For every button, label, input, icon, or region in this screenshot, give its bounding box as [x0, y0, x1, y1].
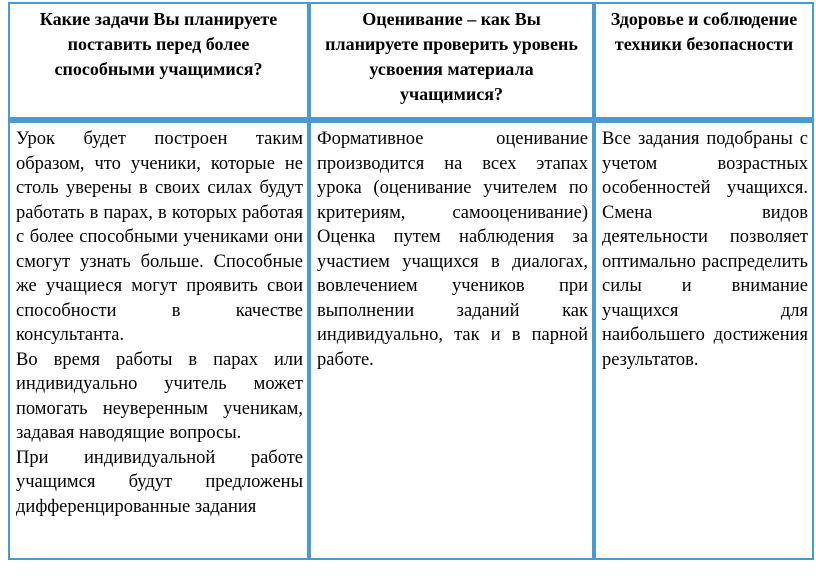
header-cell-tasks [8, 2, 309, 120]
tasks-paragraph-2: Во время работы в парах или индивидуально учитель может помогать неуверенным ученикам, задавая наводящие вопросы. [16, 349, 303, 443]
body-cell-tasks [8, 120, 309, 560]
health-safety-text: Все задания подобраны с учетом возрастных особенностей учащихся. Смена видов деятельности позволяет оптимально распределить силы и внимание учащихся для наибольшего достижения результатов. [602, 129, 808, 370]
lesson-plan-table [8, 2, 814, 558]
header-cell-health-safety [594, 2, 814, 120]
header-health-safety: Здоровье и соблюдение техники безопасности [610, 9, 798, 54]
tasks-text [10, 123, 307, 519]
body-cell-health-safety [594, 120, 814, 560]
header-assessment: Оценивание – как Вы планируете проверить уровень усвоения материала учащимися? [325, 9, 578, 104]
tasks-paragraph-3: При индивидуальной работе учащимся будут предложены дифференцированные задания [16, 447, 303, 517]
tasks-paragraph-1: Урок будет построен таким образом, что ученики, которые не столь уверены в своих силах будут работать в парах, в которых работая с более способными учениками они смогут узнать больше. Способные же учащиеся могут проявить свои способности в качестве консультанта. [16, 129, 303, 345]
header-tasks: Какие задачи Вы планируете поставить перед более способными учащимися? [39, 9, 278, 79]
body-cell-assessment [309, 120, 594, 560]
header-cell-assessment [309, 2, 594, 120]
assessment-text: Формативное оценивание производится на всех этапах урока (оценивание учителем по критериям, самооценивание) Оценка путем наблюдения за участием учащихся в диалогах, вовлечением учеников при выполнении заданий как индивидуально, так и в парной работе. [317, 129, 588, 370]
